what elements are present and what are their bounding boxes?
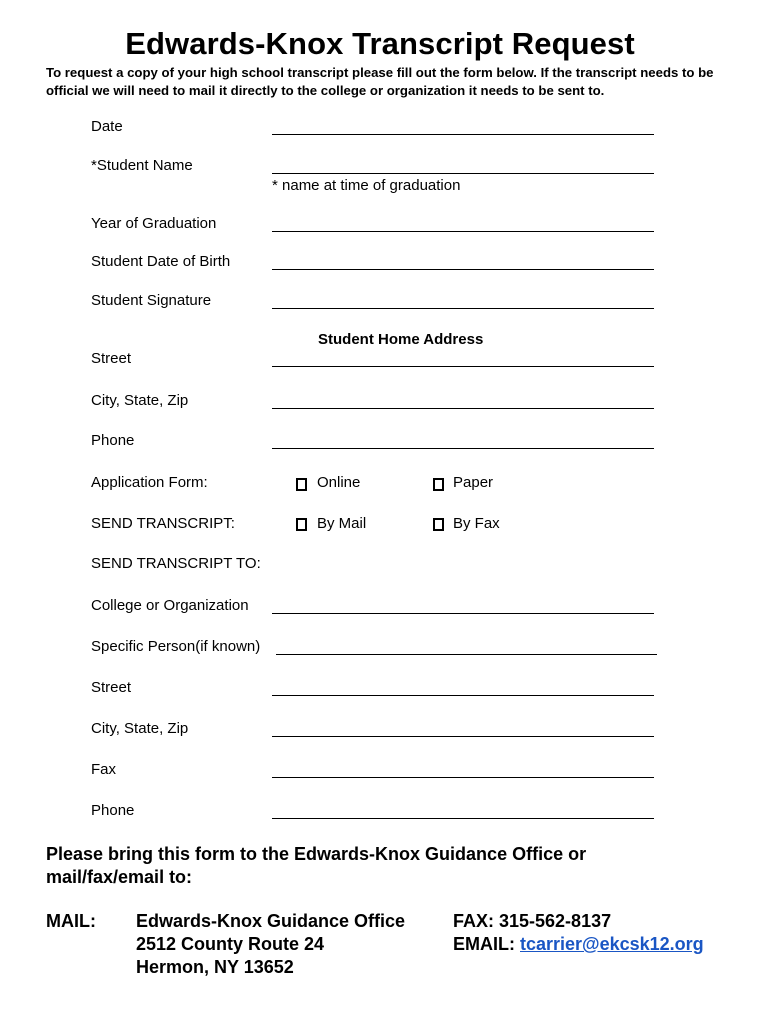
date-label: Date xyxy=(91,118,123,135)
dob-label: Student Date of Birth xyxy=(91,253,231,270)
college-field[interactable] xyxy=(272,613,654,614)
fax-number: FAX: 315-562-8137 xyxy=(453,911,612,931)
street-field[interactable] xyxy=(272,366,654,367)
city-state-zip-label: City, State, Zip xyxy=(91,392,189,409)
email-line xyxy=(453,933,704,956)
student-name-field[interactable] xyxy=(272,173,654,174)
specific-person-field[interactable] xyxy=(276,654,657,655)
date-field[interactable] xyxy=(272,134,654,135)
dest-fax-field[interactable] xyxy=(272,777,654,778)
send-transcript-to-label: SEND TRANSCRIPT TO: xyxy=(91,555,261,572)
address-line-1: Edwards-Knox Guidance Office xyxy=(136,911,406,931)
email-label: EMAIL: xyxy=(453,934,515,954)
year-of-graduation-label: Year of Graduation xyxy=(91,215,217,232)
street-label: Street xyxy=(91,350,132,367)
email-link[interactable]: tcarrier@ekcsk12.org xyxy=(520,934,704,954)
contact-block xyxy=(453,910,704,956)
dest-fax-label: Fax xyxy=(91,761,117,778)
dob-field[interactable] xyxy=(272,269,654,270)
application-online-label: Online xyxy=(317,474,361,491)
send-by-fax-label: By Fax xyxy=(453,515,500,532)
city-state-zip-field[interactable] xyxy=(272,408,654,409)
send-by-mail-checkbox[interactable] xyxy=(296,518,307,531)
home-address-heading: Student Home Address xyxy=(318,331,484,348)
dest-city-state-zip-field[interactable] xyxy=(272,736,654,737)
page-title: Edwards-Knox Transcript Request xyxy=(125,26,635,61)
application-paper-label: Paper xyxy=(453,474,494,491)
dest-city-state-zip-label: City, State, Zip xyxy=(91,720,189,737)
bring-form-text: Please bring this form to the Edwards-Knox Guidance Office or mail/fax/email to: xyxy=(46,844,587,887)
dest-street-field[interactable] xyxy=(272,695,654,696)
phone-field[interactable] xyxy=(272,448,654,449)
application-paper-checkbox[interactable] xyxy=(433,478,444,491)
dest-phone-field[interactable] xyxy=(272,818,654,819)
send-transcript-label: SEND TRANSCRIPT: xyxy=(91,515,235,532)
send-by-fax-checkbox[interactable] xyxy=(433,518,444,531)
student-name-note: * name at time of graduation xyxy=(272,177,461,194)
address-line-3: Hermon, NY 13652 xyxy=(136,957,294,977)
application-online-checkbox[interactable] xyxy=(296,478,307,491)
phone-label: Phone xyxy=(91,432,135,449)
dest-phone-label: Phone xyxy=(91,802,135,819)
mail-label: MAIL: xyxy=(46,911,96,931)
send-by-mail-label: By Mail xyxy=(317,515,367,532)
application-form-label: Application Form: xyxy=(91,474,208,491)
intro-text: To request a copy of your high school transcript please fill out the form below. If the transcript needs to be official we will need to mail it directly to the college or organization it needs to be sent to. xyxy=(46,65,714,98)
specific-person-label: Specific Person(if known) xyxy=(91,638,261,655)
dest-street-label: Street xyxy=(91,679,132,696)
signature-label: Student Signature xyxy=(91,292,212,309)
mail-address xyxy=(136,910,405,979)
year-of-graduation-field[interactable] xyxy=(272,231,654,232)
college-label: College or Organization xyxy=(91,597,249,614)
address-line-2: 2512 County Route 24 xyxy=(136,934,325,954)
signature-field[interactable] xyxy=(272,308,654,309)
student-name-label: *Student Name xyxy=(91,157,193,174)
